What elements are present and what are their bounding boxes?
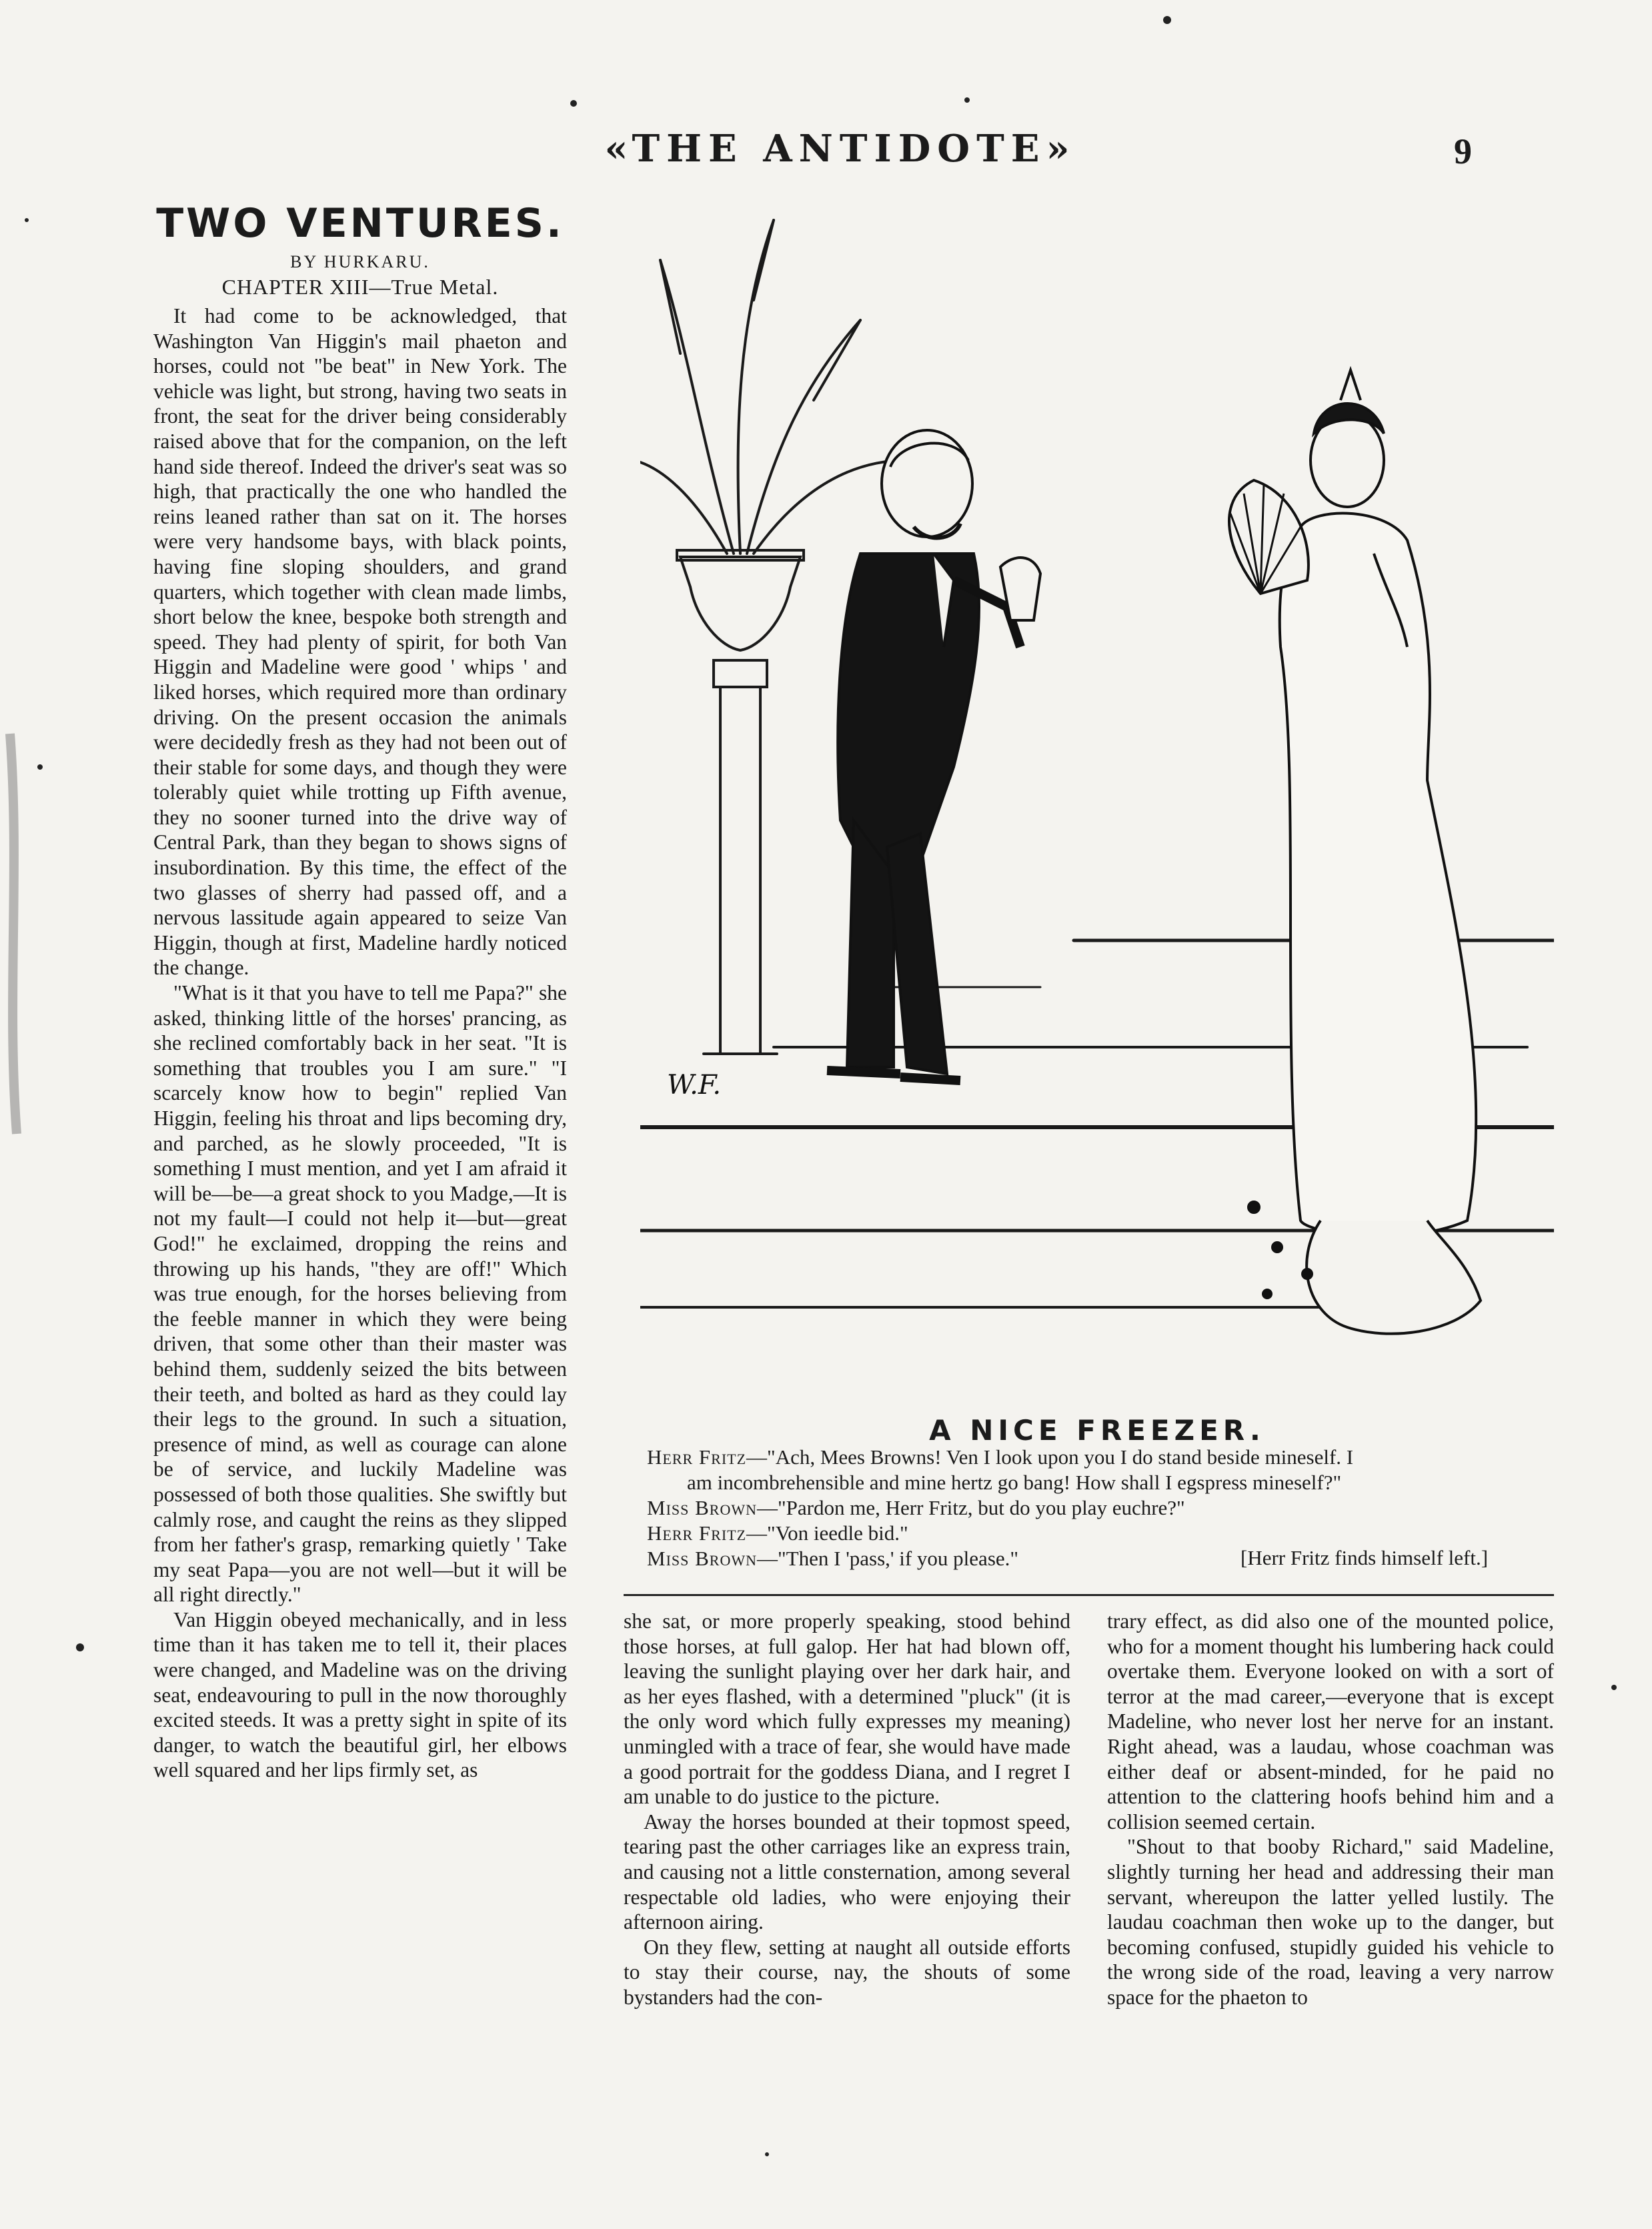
stage-direction: [Herr Fritz finds himself left.] xyxy=(1241,1546,1489,1569)
paragraph: she sat, or more properly speaking, stood behind those horses, at full galop. Her hat had blown off, leaving the sunlight playing over her dark hair, and as her eyes flashed, with a determined "pluck" (it is the only word which fully expresses my meaning) unmingled with a trace of fear, she would have made a good portrait for the goddess Diana, and I regret I am unable to do justice to the picture. xyxy=(624,1609,1070,1809)
paragraph: On they flew, setting at naught all outside efforts to stay their course, nay, the shouts of some bystanders had the con- xyxy=(624,1935,1070,2009)
paragraph: It had come to be acknowledged, that Washington Van Higgin's mail phaeton and horses, could not "be beat" in New York. The vehicle was light, but strong, having two seats in front, the seat for the driver being considerably raised above that for the companion, on the left hand side thereof. Indeed the driver's seat was so high, that practically the one who handled the reins leaned rather than sat on it. The horses were very handsome bays, with black points, having fine sloping shoulders, and grand quarters, which together with clean made limbs, short below the knee, bespoke both strength and speed. They had plenty of spirit, for both Van Higgin and Madeline were good ' whips ' and liked horses, which required more than ordinary driving. On the present occasion the animals were decidedly fresh as they had not been out of their stable for some days, and though they were tolerably quiet while trotting up Fifth avenue, they no sooner turned into the drive way of Central Park, than they began to shows signs of insubordination. By this time, the effect of the two glasses of sherry had passed off, and a nervous lassitude again appeared to seize Van Higgin, though at first, Madeline hardly noticed the change. xyxy=(153,304,567,980)
paragraph: trary effect, as did also one of the mounted police, who for a moment thought his lumbering hack could overtake them. Everyone looked on with a sort of terror at the mad career,—everyone that is except Madeline, who never lost her nerve for an instant. Right ahead, was a laudau, whose coachman was either deaf or absent-minded, for he paid no attention to the clattering hoofs behind him and a collision seemed certain. xyxy=(1107,1609,1554,1833)
paragraph: "Shout to that booby Richard," said Madeline, slightly turning her head and addressing their man servant, whereupon the latter yelled lustily. The laudau coachman then woke up to the danger, but becoming confused, stupidly guided his vehicle to the wrong side of the road, leaving a very narrow space for the phaeton to xyxy=(1107,1835,1554,2009)
story-title: TWO VENTURES. xyxy=(156,200,564,247)
artist-signature: W.F. xyxy=(667,1070,722,1100)
story-column-left xyxy=(153,303,567,2158)
palm-plant xyxy=(640,220,907,554)
cartoon-title: A NICE FREEZER. xyxy=(929,1414,1265,1447)
story-column-middle xyxy=(624,1609,1070,2162)
paragraph: Van Higgin obeyed mechanically, and in less time than it has taken me to tell it, their places were changed, and Madeline was on the driving seat, endeavouring to pull in the now thoroughly excited steeds. It was a pretty sight in spite of its danger, to watch the beautiful girl, her elbows well squared and her lips firmly set, as xyxy=(153,1607,567,1782)
man-figure xyxy=(827,430,1040,1080)
story-column-right xyxy=(1107,1609,1554,2162)
woman-figure xyxy=(1229,370,1481,1334)
paragraph: "What is it that you have to tell me Papa?" she asked, thinking little of the horses' prancing, as she reclined comfortably back in her seat. "It is something that troubles you I am sure." "I scarcely know how to begin" replied Van Higgin, feeling his throat and lips becoming dry, and parched, as he slowly proceeded, "It is something I must mention, and yet I am afraid it will be—be—a great shock to you Madge,—It is not my fault—I could not help it—but—great God!" he exclaimed, dropping the reins and throwing up his hands, "they are off!" Which was true enough, for the horses believing from the feeble manner in which they were being driven, that some other than their master was behind them, suddenly seized the bits between their teeth, and bolted as hard as they could lay their legs to the ground. In such a situation, presence of mind, as well as courage can alone be of service, and luckily Madeline was possessed of both those qualities. She swiftly but calmly rose, and caught the reins as they slipped from her father's grasp, remarking quietly ' Take my seat Papa—you are not well—but it will be all right directly." xyxy=(153,981,567,1607)
story-byline: BY HURKARU. xyxy=(290,252,430,271)
dialogue-line: Herr Fritz—"Von ieedle bid." xyxy=(647,1521,908,1545)
page-number: 9 xyxy=(1454,131,1472,171)
dialogue-line: Herr Fritz—"Ach, Mees Browns! Ven I look upon you I do stand beside mineself. I xyxy=(647,1445,1354,1469)
masthead: «THE ANTIDOTE» xyxy=(604,127,1076,171)
paragraph: Away the horses bounded at their topmost speed, tearing past the other carriages like an express train, and causing not a little consternation, among several respectable old ladies, who were enjoying their afternoon airing. xyxy=(624,1809,1070,1934)
divider xyxy=(624,1594,1554,1596)
dialogue-line: am incombrehensible and mine hertz go bang! How shall I egspress mineself?" xyxy=(687,1471,1342,1494)
pedestal xyxy=(720,687,760,1054)
dialogue-line: Miss Brown—"Pardon me, Herr Fritz, but do you play euchre?" xyxy=(647,1496,1185,1519)
dialogue-line: Miss Brown—"Then I 'pass,' if you please." xyxy=(647,1547,1019,1570)
cartoon-illustration xyxy=(640,180,1554,1414)
urn xyxy=(680,557,800,650)
chapter-heading: CHAPTER XIII—True Metal. xyxy=(221,275,499,299)
